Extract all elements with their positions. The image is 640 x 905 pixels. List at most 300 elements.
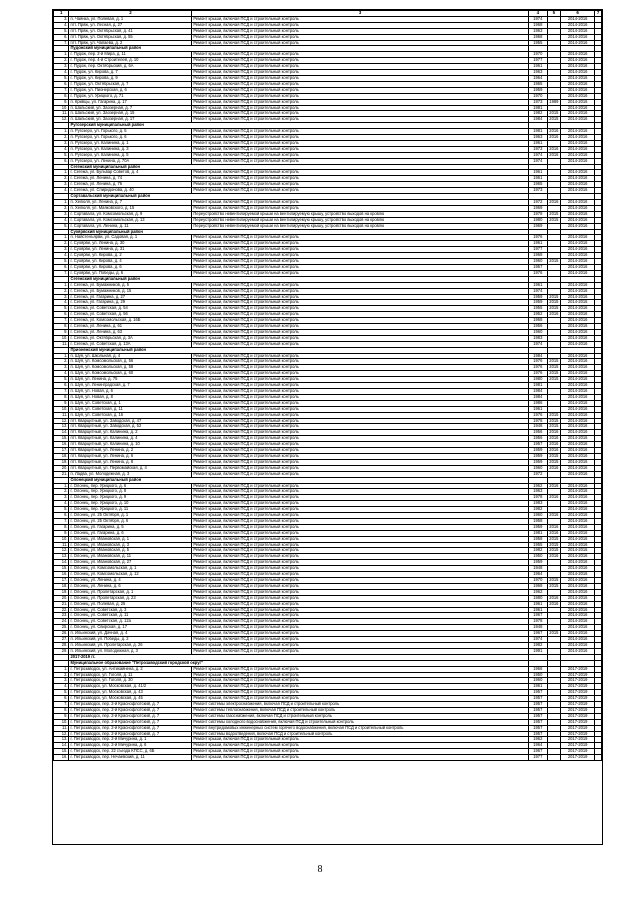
- repair-period-cell: 2014-2016: [561, 259, 595, 265]
- commission-year-cell: 1974: [528, 341, 547, 347]
- row-number: 2.: [54, 205, 69, 211]
- repair-period-cell: 2014-2016: [561, 631, 595, 637]
- repair-period-cell: 2014-2016: [561, 52, 595, 58]
- address-cell: г. Олонец, ул. Ивановская, д. 27: [69, 560, 192, 566]
- repair-period-cell: 2014-2016: [561, 589, 595, 595]
- commission-year-cell: 1959: [528, 453, 547, 459]
- work-type-cell: Ремонт крыши, включая ПСД и строительный контроль: [192, 389, 529, 395]
- row-number: 18.: [54, 583, 69, 589]
- address-cell: г. Пудож, ул. Кирова, д. 9: [69, 75, 192, 81]
- address-cell: п. Шальский, ул. Заозерная, д. 15: [69, 111, 192, 117]
- row-number: 7.: [54, 318, 69, 324]
- repair-period-cell: 2014-2016: [561, 140, 595, 146]
- commission-year-cell: 1964: [528, 743, 547, 749]
- work-type-cell: Ремонт крыши, включая ПСД и строительный контроль: [192, 383, 529, 389]
- row-number: 15.: [54, 749, 69, 755]
- repair-period-cell: 2014-2016: [561, 188, 595, 194]
- commission-year-cell: 1980: [528, 595, 547, 601]
- work-type-cell: Ремонт крыши, включая ПСД и строительный контроль: [192, 595, 529, 601]
- repair-period-cell: 2014-2016: [561, 642, 595, 648]
- commission-year-cell: 1976: [528, 270, 547, 276]
- work-type-cell: Ремонт крыши, включая ПСД и строительный контроль: [192, 400, 529, 406]
- commission-year-cell: 1957: [528, 702, 547, 708]
- address-cell: г. Олонец, ул. Гагарина, д. 5: [69, 524, 192, 530]
- address-cell: п. Шуя, ул. Комсомольская, д. 60: [69, 371, 192, 377]
- address-cell: г. Суоярви, ул. Победы, д. 6: [69, 270, 192, 276]
- repair-period-cell: 2014-2016: [561, 64, 595, 70]
- row-number: 2.: [54, 359, 69, 365]
- last-repair-year-cell: 2015: [547, 583, 560, 589]
- repair-period-cell: 2014-2016: [561, 359, 595, 365]
- address-cell: г. Олонец, пер. Урицкого, д. 11: [69, 507, 192, 513]
- address-cell: г. Олонец, ул. Ивановская, д. 5: [69, 548, 192, 554]
- last-repair-year-cell: 2015: [547, 418, 560, 424]
- address-cell: г. Сегежа, ул. Бумажников, д. 15: [69, 288, 192, 294]
- address-cell: п. Хелюля, ул. Ленина, д. 7: [69, 200, 192, 206]
- commission-year-cell: 1963: [528, 70, 547, 76]
- repair-period-cell: 2014-2016: [561, 465, 595, 471]
- address-cell: г. Петрозаводск, ул. Гоголя, д. 30: [69, 678, 192, 684]
- repair-period-cell: 2014-2016: [561, 619, 595, 625]
- repair-period-cell: 2014-2016: [561, 542, 595, 548]
- repair-period-cell: 2014-2016: [561, 400, 595, 406]
- commission-year-cell: 1981: [528, 530, 547, 536]
- address-cell: г. Петрозаводск, пер. 22 съезда КПСС, д. 6Б: [69, 749, 192, 755]
- row-number: 14.: [54, 560, 69, 566]
- work-type-cell: Ремонт крыши, включая ПСД и строительный контроль: [192, 583, 529, 589]
- row-number: 7.: [54, 389, 69, 395]
- address-cell: пгт. Кварцитный, ул. Заводская, д. 52: [69, 424, 192, 430]
- work-type-cell: Ремонт крыши, включая ПСД и строительный контроль: [192, 40, 529, 46]
- work-type-cell: Ремонт крыши, включая ПСД и строительный контроль: [192, 737, 529, 743]
- work-type-cell: Ремонт крыши, включая ПСД и строительный контроль: [192, 129, 529, 135]
- commission-year-cell: 1978: [528, 619, 547, 625]
- row-number: 7.: [54, 702, 69, 708]
- address-cell: г. Сегежа, ул. Бульвар Советов, д. 4: [69, 170, 192, 176]
- repair-period-cell: 2014-2016: [561, 595, 595, 601]
- address-cell: г. Петрозаводск, пер. 2-й Мичурина, д. 6: [69, 743, 192, 749]
- work-type-cell: Ремонт крыши, включая ПСД и строительный контроль: [192, 666, 529, 672]
- row-number: 10.: [54, 105, 69, 111]
- repair-period-cell: 2014-2016: [561, 607, 595, 613]
- last-repair-year-cell: 2016: [547, 465, 560, 471]
- repair-period-cell: 2014-2016: [561, 294, 595, 300]
- last-repair-year-cell: 2015: [547, 548, 560, 554]
- row-number: 6.: [54, 383, 69, 389]
- work-type-cell: Ремонт крыши, включая ПСД и строительный контроль: [192, 152, 529, 158]
- row-number: 5.: [54, 690, 69, 696]
- repair-period-cell: 2014-2016: [561, 501, 595, 507]
- work-type-cell: Ремонт крыши, включая ПСД и строительный контроль: [192, 507, 529, 513]
- address-cell: г. Петрозаводск, ул. Московская, д. 41/2: [69, 684, 192, 690]
- last-repair-year-cell: 2015: [547, 424, 560, 430]
- address-cell: г. Олонец, ул. Пролетарская, д. 23: [69, 595, 192, 601]
- repair-period-cell: 2014-2016: [561, 507, 595, 513]
- last-repair-year-cell: 2016: [547, 530, 560, 536]
- section-title: Пудожский муниципальный район: [69, 46, 528, 52]
- address-cell: г. Олонец, ул. Советская, д. 11: [69, 613, 192, 619]
- address-cell: г. Олонец, пер. Урицкого, д. 8: [69, 489, 192, 495]
- row-number: 9.: [54, 530, 69, 536]
- work-type-cell: Ремонт крыши, включая ПСД и строительный контроль: [192, 288, 529, 294]
- repair-period-cell: 2014-2016: [561, 28, 595, 34]
- row-number: 1.: [54, 129, 69, 135]
- commission-year-cell: 1956: [528, 430, 547, 436]
- work-type-cell: Ремонт крыши, включая ПСД и строительный контроль: [192, 513, 529, 519]
- commission-year-cell: 1950: [528, 672, 547, 678]
- repair-period-cell: 2014-2016: [561, 436, 595, 442]
- address-cell: п. Ладва, ул. Молодежная, д. 3: [69, 471, 192, 477]
- work-type-cell: Ремонт крыши, включая ПСД и строительный контроль: [192, 359, 529, 365]
- address-cell: г. Олонец, ул. 25 Октября, д. 6: [69, 518, 192, 524]
- last-repair-year-cell: 2016: [547, 448, 560, 454]
- row-number: 7.: [54, 270, 69, 276]
- address-cell: г. Сегежа, ул. Ленина, д. 61: [69, 324, 192, 330]
- repair-period-cell: 2014-2016: [561, 424, 595, 430]
- row-number: 15.: [54, 436, 69, 442]
- work-type-cell: Ремонт крыши, включая ПСД и строительный контроль: [192, 442, 529, 448]
- work-type-cell: Ремонт крыши, включая ПСД и строительный контроль: [192, 607, 529, 613]
- column-header-1: 1: [54, 11, 69, 17]
- commission-year-cell: 1959: [528, 448, 547, 454]
- address-cell: г. Олонец, пер. Урицкого, д. 9: [69, 495, 192, 501]
- work-type-cell: Ремонт крыши, включая ПСД и строительный контроль: [192, 589, 529, 595]
- last-repair-year-cell: 2016: [547, 129, 560, 135]
- address-cell: г. Олонец, ул. Полевая, д. 25: [69, 601, 192, 607]
- row-number: 4.: [54, 253, 69, 259]
- commission-year-cell: 1974: [528, 152, 547, 158]
- work-type-cell: Ремонт крыши, включая ПСД и строительный контроль: [192, 554, 529, 560]
- address-cell: г. Петрозаводск, ул. Антикайнена, д. 2: [69, 666, 192, 672]
- repair-period-cell: 2014-2016: [561, 270, 595, 276]
- work-type-cell: Ремонт крыши, включая ПСД и строительный контроль: [192, 430, 529, 436]
- address-cell: г. Олонец, ул. Ленина, д. 4: [69, 578, 192, 584]
- commission-year-cell: 1959: [528, 294, 547, 300]
- address-cell: г. Суоярви, ул. Ленина, д. 31: [69, 247, 192, 253]
- commission-year-cell: 1961: [528, 241, 547, 247]
- commission-year-cell: 1981: [528, 383, 547, 389]
- repair-period-cell: 2014-2016: [561, 536, 595, 542]
- address-cell: г. Суоярви, ул. Кирова, д. 4: [69, 259, 192, 265]
- commission-year-cell: 1980: [528, 377, 547, 383]
- work-type-cell: Ремонт крыши, включая ПСД и строительный контроль: [192, 146, 529, 152]
- row-number: 27.: [54, 637, 69, 643]
- commission-year-cell: 1983: [528, 501, 547, 507]
- row-number: 11.: [54, 542, 69, 548]
- address-cell: г. Пудож, пер. Октябрьский, д. 6А: [69, 64, 192, 70]
- work-type-cell: Ремонт крыши, включая ПСД и строительный контроль: [192, 205, 529, 211]
- commission-year-cell: 1961: [528, 140, 547, 146]
- repair-period-cell: 2017-2019: [561, 719, 595, 725]
- address-cell: п. Ругозеро, ул. Горького, д. 6: [69, 135, 192, 141]
- address-cell: г. Сегежа, ул. Советская, д. 54: [69, 306, 192, 312]
- address-cell: п. Шуя, ул. Ленина, д. 75: [69, 377, 192, 383]
- work-type-cell: Ремонт крыши, включая ПСД и строительный контроль: [192, 471, 529, 477]
- row-number: 5.: [54, 507, 69, 513]
- last-repair-year-cell: 2015: [547, 371, 560, 377]
- work-type-cell: Ремонт системы водоотведения, включая ПСД и строительный контроль: [192, 731, 529, 737]
- work-type-cell: Ремонт крыши, включая ПСД и строительный контроль: [192, 200, 529, 206]
- row-number: 6.: [54, 312, 69, 318]
- work-type-cell: Ремонт крыши, включая ПСД и строительный контроль: [192, 501, 529, 507]
- repair-period-cell: 2017-2019: [561, 702, 595, 708]
- commission-year-cell: 1961: [528, 406, 547, 412]
- address-cell: пгт. Кварцитный, ул. Калинина, д. 4: [69, 436, 192, 442]
- last-repair-year-cell: 2016: [547, 513, 560, 519]
- work-type-cell: Ремонт крыши, включая ПСД и строительный контроль: [192, 117, 529, 123]
- row-number: 4.: [54, 371, 69, 377]
- commission-year-cell: 1974: [528, 637, 547, 643]
- row-number: 19.: [54, 589, 69, 595]
- commission-year-cell: 1976: [528, 371, 547, 377]
- work-type-cell: Ремонт крыши, включая ПСД и строительный контроль: [192, 743, 529, 749]
- repair-period-cell: 2014-2016: [561, 365, 595, 371]
- work-type-cell: Ремонт крыши, включая ПСД и строительный контроль: [192, 22, 529, 28]
- work-type-cell: Ремонт крыши, включая ПСД и строительный контроль: [192, 483, 529, 489]
- repair-period-cell: 2014-2016: [561, 578, 595, 584]
- row-number: 20.: [54, 465, 69, 471]
- address-cell: г. Олонец, ул. Комсомольская, д. 1: [69, 566, 192, 572]
- row-number: 2.: [54, 288, 69, 294]
- row-number: 3.: [54, 495, 69, 501]
- last-repair-year-cell: 1989: [547, 99, 560, 105]
- repair-period-cell: 2017-2019: [561, 672, 595, 678]
- repair-period-cell: 2014-2016: [561, 335, 595, 341]
- repair-period-cell: 2014-2016: [561, 489, 595, 495]
- commission-year-cell: 1956: [528, 436, 547, 442]
- repair-period-cell: 2014-2016: [561, 182, 595, 188]
- commission-year-cell: 1968: [528, 318, 547, 324]
- work-type-cell: Ремонт крыши, включая ПСД и строительный контроль: [192, 637, 529, 643]
- row-number: 10.: [54, 536, 69, 542]
- row-number: 26.: [54, 631, 69, 637]
- commission-year-cell: 1977: [528, 58, 547, 64]
- repair-period-cell: 2014-2016: [561, 312, 595, 318]
- address-cell: г. Олонец, пер. Урицкого, д. 10: [69, 501, 192, 507]
- address-cell: пгт. Кварцитный, ул. Заводская, д. 47: [69, 418, 192, 424]
- last-repair-year-cell: 2015: [547, 365, 560, 371]
- commission-year-cell: 1950: [528, 554, 547, 560]
- page-number: 8: [317, 864, 323, 875]
- address-cell: г. Сегежа, ул. Гагарина, д. 29: [69, 300, 192, 306]
- commission-year-cell: 1959: [528, 459, 547, 465]
- work-type-cell: Ремонт внутридомовых инженерных систем горячего водоснабжения, включая ПСД и строительный контроль: [192, 725, 529, 731]
- repair-period-cell: 2017-2019: [561, 749, 595, 755]
- commission-year-cell: 1959: [528, 560, 547, 566]
- commission-year-cell: 1956: [528, 324, 547, 330]
- commission-year-cell: 1963: [528, 135, 547, 141]
- repair-period-cell: 2017-2019: [561, 743, 595, 749]
- last-repair-year-cell: 2015: [547, 359, 560, 365]
- repair-period-cell: 2014-2016: [561, 152, 595, 158]
- address-cell: п. Ильинский, ул. Молодежная, д. 3: [69, 648, 192, 654]
- row-number: 1.: [54, 282, 69, 288]
- last-repair-year-cell: 2015: [547, 300, 560, 306]
- address-cell: п. Шуя, ул. Новая, д. 6: [69, 389, 192, 395]
- last-repair-year-cell: 2016: [547, 442, 560, 448]
- commission-year-cell: 1973: [528, 146, 547, 152]
- row-number: 5.: [54, 152, 69, 158]
- address-cell: г. Олонец, ул. Ленина, д. 6: [69, 583, 192, 589]
- address-cell: г. Олонец, ул. Ивановская, д. 1: [69, 536, 192, 542]
- commission-year-cell: 1948: [528, 625, 547, 631]
- repair-period-cell: 2014-2016: [561, 22, 595, 28]
- row-number: 6.: [54, 81, 69, 87]
- address-cell: г. Сортавала, ул. Комсомольская, д. 9: [69, 211, 192, 217]
- commission-year-cell: 1963: [528, 489, 547, 495]
- commission-year-cell: 1976: [528, 365, 547, 371]
- commission-year-cell: 1961: [528, 64, 547, 70]
- row-number: 9.: [54, 99, 69, 105]
- row-number: 25.: [54, 625, 69, 631]
- work-type-cell: Ремонт системы холодного водоснабжения, включая ПСД и строительный контроль: [192, 719, 529, 725]
- work-type-cell: Ремонт крыши, включая ПСД и строительный контроль: [192, 105, 529, 111]
- work-type-cell: Ремонт крыши, включая ПСД и строительный контроль: [192, 235, 529, 241]
- work-type-cell: Ремонт крыши, включая ПСД и строительный контроль: [192, 16, 529, 22]
- commission-year-cell: 1961: [528, 170, 547, 176]
- row-number: 13.: [54, 554, 69, 560]
- repair-period-cell: 2014-2016: [561, 572, 595, 578]
- address-cell: п. Ильинский, ул. Победы, д. 2: [69, 637, 192, 643]
- commission-year-cell: 1955: [528, 306, 547, 312]
- work-type-cell: Ремонт крыши, включая ПСД и строительный контроль: [192, 282, 529, 288]
- commission-year-cell: 1957: [528, 696, 547, 702]
- address-cell: г. Сегежа, ул. Октябрьская, д. 3А: [69, 335, 192, 341]
- repair-period-cell: 2017-2019: [561, 696, 595, 702]
- work-type-cell: Ремонт крыши, включая ПСД и строительный контроль: [192, 418, 529, 424]
- address-cell: г. Сегежа, ул. Советская, д. 13А: [69, 341, 192, 347]
- table-row: [54, 755, 602, 761]
- address-cell: г. Петрозаводск, ул. Московская, д. 43: [69, 690, 192, 696]
- section-title: Сегежский муниципальный район: [69, 276, 528, 282]
- commission-year-cell: 1981: [528, 105, 547, 111]
- repair-period-cell: 2014-2016: [561, 87, 595, 93]
- address-cell: пгт. Кварцитный, ул. Ленина, д. 2: [69, 448, 192, 454]
- row-number: 3.: [54, 64, 69, 70]
- last-repair-year-cell: [547, 755, 560, 761]
- row-number: 7.: [54, 518, 69, 524]
- row-number: 9.: [54, 329, 69, 335]
- repair-period-cell: 2014-2016: [561, 318, 595, 324]
- row-number: 5.: [54, 377, 69, 383]
- row-number: 16.: [54, 442, 69, 448]
- commission-year-cell: 1958: [528, 536, 547, 542]
- commission-year-cell: 1959: [528, 524, 547, 530]
- row-number: 1.: [54, 170, 69, 176]
- last-repair-year-cell: 2016: [547, 483, 560, 489]
- row-number: 17.: [54, 578, 69, 584]
- work-type-cell: Ремонт крыши, включая ПСД и строительный контроль: [192, 459, 529, 465]
- section-title: Прионежский муниципальный район: [69, 347, 528, 353]
- work-type-cell: Ремонт системы теплоснабжения, включая ПСД и строительный контроль: [192, 707, 529, 713]
- address-cell: г. Петрозаводск, пер. 2-й Мичурина, д. 1: [69, 737, 192, 743]
- address-cell: п. Ругозеро, ул. Калинина, д. 5: [69, 152, 192, 158]
- row-number: 1.: [54, 353, 69, 359]
- commission-year-cell: 1957: [528, 725, 547, 731]
- repair-period-cell: 2014-2016: [561, 205, 595, 211]
- row-number: 8.: [54, 394, 69, 400]
- row-number: 16.: [54, 572, 69, 578]
- repair-period-cell: 2014-2016: [561, 412, 595, 418]
- last-repair-year-cell: 2015: [547, 377, 560, 383]
- row-number: 4.: [54, 501, 69, 507]
- repair-period-cell: 2017-2019: [561, 737, 595, 743]
- row-number: 20.: [54, 595, 69, 601]
- repair-period-cell: 2014-2016: [561, 377, 595, 383]
- commission-year-cell: 1983: [528, 335, 547, 341]
- commission-year-cell: 1978: [528, 418, 547, 424]
- row-number: 19.: [54, 459, 69, 465]
- work-type-cell: Ремонт крыши, включая ПСД и строительный контроль: [192, 406, 529, 412]
- work-type-cell: Переустройство невентилируемой крыши на вентилируемую крышу, устройство выходов на кровлю: [192, 217, 529, 223]
- work-type-cell: Ремонт крыши, включая ПСД и строительный контроль: [192, 58, 529, 64]
- last-repair-year-cell: 2016: [547, 524, 560, 530]
- repair-period-cell: 2014-2016: [561, 560, 595, 566]
- address-cell: г. Петрозаводск, пер. 2-й Краснофлотский, д. 7: [69, 725, 192, 731]
- work-type-cell: Ремонт крыши, включая ПСД и строительный контроль: [192, 613, 529, 619]
- work-type-cell: Ремонт крыши, включая ПСД и строительный контроль: [192, 648, 529, 654]
- row-number: 10.: [54, 335, 69, 341]
- address-cell: п. Ильинский, ул. Дачная, д. 4: [69, 631, 192, 637]
- repair-period-cell: 2017-2019: [561, 707, 595, 713]
- row-number: 11.: [54, 725, 69, 731]
- row-number: 12.: [54, 117, 69, 123]
- column-header-7: 7: [595, 11, 602, 17]
- address-cell: г. Сегежа, ул. Спиридонова, д. 40: [69, 188, 192, 194]
- row-number: 3.: [54, 16, 69, 22]
- commission-year-cell: 1957: [528, 719, 547, 725]
- commission-year-cell: 1961: [528, 684, 547, 690]
- row-number: 9.: [54, 713, 69, 719]
- work-type-cell: Ремонт крыши, включая ПСД и строительный контроль: [192, 264, 529, 270]
- commission-year-cell: 1968: [528, 583, 547, 589]
- work-type-cell: Ремонт системы электроснабжения, включая ПСД и строительный контроль: [192, 702, 529, 708]
- commission-year-cell: 1961: [528, 176, 547, 182]
- commission-year-cell: 1982: [528, 548, 547, 554]
- address-cell: г. Сегежа, ул. Гагарина, д. 27: [69, 294, 192, 300]
- commission-year-cell: 1984: [528, 117, 547, 123]
- commission-year-cell: 1948: [528, 424, 547, 430]
- address-cell: г. Петрозаводск, пер. 2-й Краснофлотский, д. 7: [69, 731, 192, 737]
- row-number: 23.: [54, 613, 69, 619]
- work-type-cell: Ремонт крыши, включая ПСД и строительный контроль: [192, 294, 529, 300]
- row-number: 4.: [54, 300, 69, 306]
- work-type-cell: Ремонт крыши, включая ПСД и строительный контроль: [192, 619, 529, 625]
- address-cell: п. Кривцы, ул. Гагарина, д. 17: [69, 99, 192, 105]
- repair-period-cell: 2014-2016: [561, 371, 595, 377]
- work-type-cell: Ремонт крыши, включая ПСД и строительный контроль: [192, 489, 529, 495]
- repair-period-cell: 2014-2016: [561, 601, 595, 607]
- section-title: Сегежский муниципальный район: [69, 164, 528, 170]
- repair-period-cell: 2014-2016: [561, 637, 595, 643]
- repair-period-cell: 2014-2016: [561, 282, 595, 288]
- section-title: Сортавальский муниципальный район: [69, 194, 528, 200]
- commission-year-cell: 1976: [528, 412, 547, 418]
- work-type-cell: Ремонт крыши, включая ПСД и строительный контроль: [192, 548, 529, 554]
- work-type-cell: Ремонт крыши, включая ПСД и строительный контроль: [192, 170, 529, 176]
- repair-period-cell: 2014-2016: [561, 105, 595, 111]
- repair-period-cell: 2014-2016: [561, 329, 595, 335]
- work-type-cell: Ремонт крыши, включая ПСД и строительный контроль: [192, 300, 529, 306]
- commission-year-cell: 1959: [528, 300, 547, 306]
- row-number: 4.: [54, 146, 69, 152]
- repair-period-cell: 2017-2019: [561, 690, 595, 696]
- row-number: 28.: [54, 642, 69, 648]
- commission-year-cell: 1977: [528, 755, 547, 761]
- capital-repair-table: [53, 10, 602, 761]
- section-title: Суоярвский муниципальный район: [69, 229, 528, 235]
- repair-period-cell: 2014-2016: [561, 264, 595, 270]
